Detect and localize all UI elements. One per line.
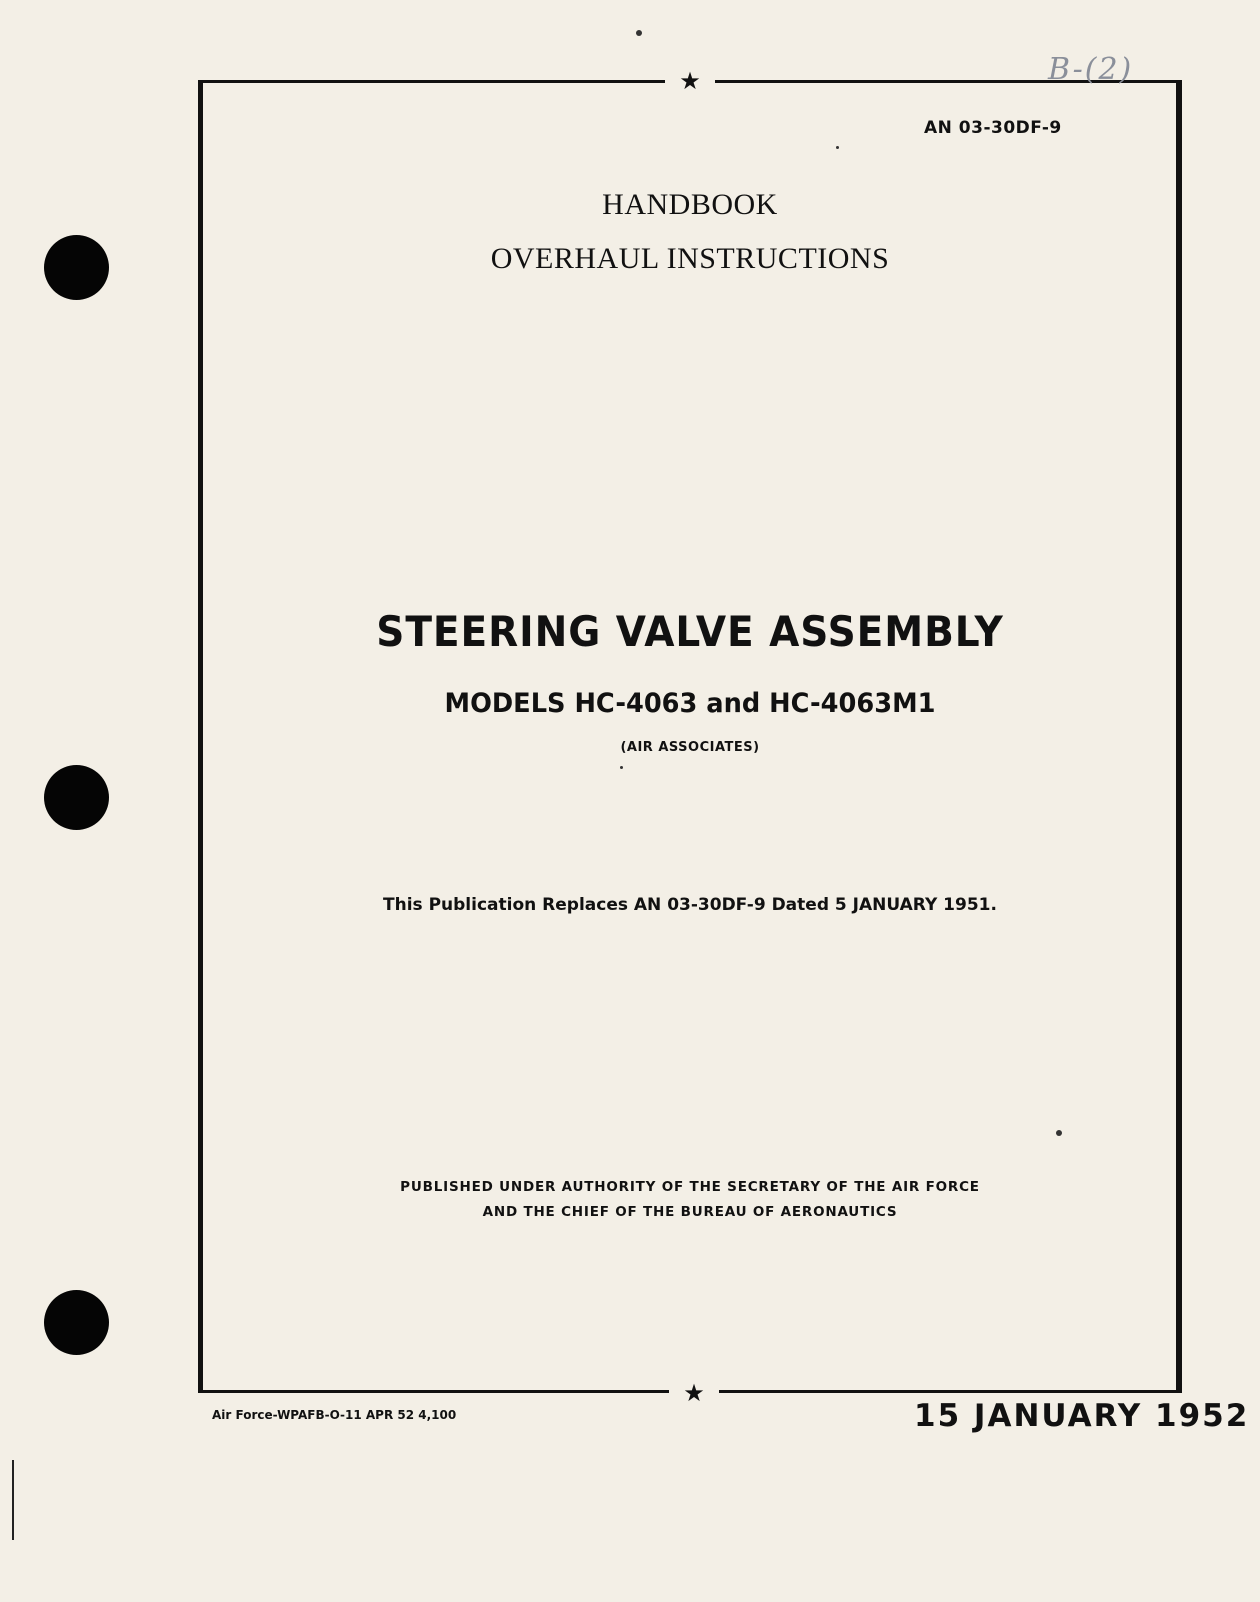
manufacturer: (AIR ASSOCIATES) bbox=[620, 740, 760, 755]
printer-line: Air Force-WPAFB-O-11 APR 52 4,100 bbox=[212, 1408, 457, 1422]
binder-hole-middle bbox=[44, 765, 109, 830]
authority-statement bbox=[198, 1175, 1182, 1225]
document-title: STEERING VALVE ASSEMBLY bbox=[376, 607, 1004, 656]
bottom-star-icon: ★ bbox=[669, 1380, 719, 1406]
authority-line-2: AND THE CHIEF OF THE BUREAU OF AERONAUTICS bbox=[482, 1204, 898, 1220]
models-line: MODELS HC-4063 and HC-4063M1 bbox=[444, 688, 936, 719]
scan-speck bbox=[636, 30, 642, 36]
scan-edge-line bbox=[12, 1460, 14, 1540]
heading-handbook: HANDBOOK bbox=[602, 188, 778, 221]
scan-speck bbox=[1056, 1130, 1062, 1136]
scan-speck bbox=[620, 766, 623, 769]
authority-line-1: PUBLISHED UNDER AUTHORITY OF THE SECRETARY OF THE AIR FORCE bbox=[400, 1179, 980, 1195]
binder-hole-bottom bbox=[44, 1290, 109, 1355]
pencil-annotation: B-(2) bbox=[1048, 52, 1134, 87]
document-number: AN 03-30DF-9 bbox=[924, 118, 1062, 138]
binder-hole-top bbox=[44, 235, 109, 300]
scan-speck bbox=[836, 146, 839, 149]
heading-overhaul-instructions: OVERHAUL INSTRUCTIONS bbox=[490, 242, 890, 275]
replacement-notice: This Publication Replaces AN 03-30DF-9 Dated 5 JANUARY 1951. bbox=[383, 895, 997, 915]
top-star-icon: ★ bbox=[665, 68, 715, 94]
publication-date: 15 JANUARY 1952 bbox=[914, 1398, 1250, 1434]
